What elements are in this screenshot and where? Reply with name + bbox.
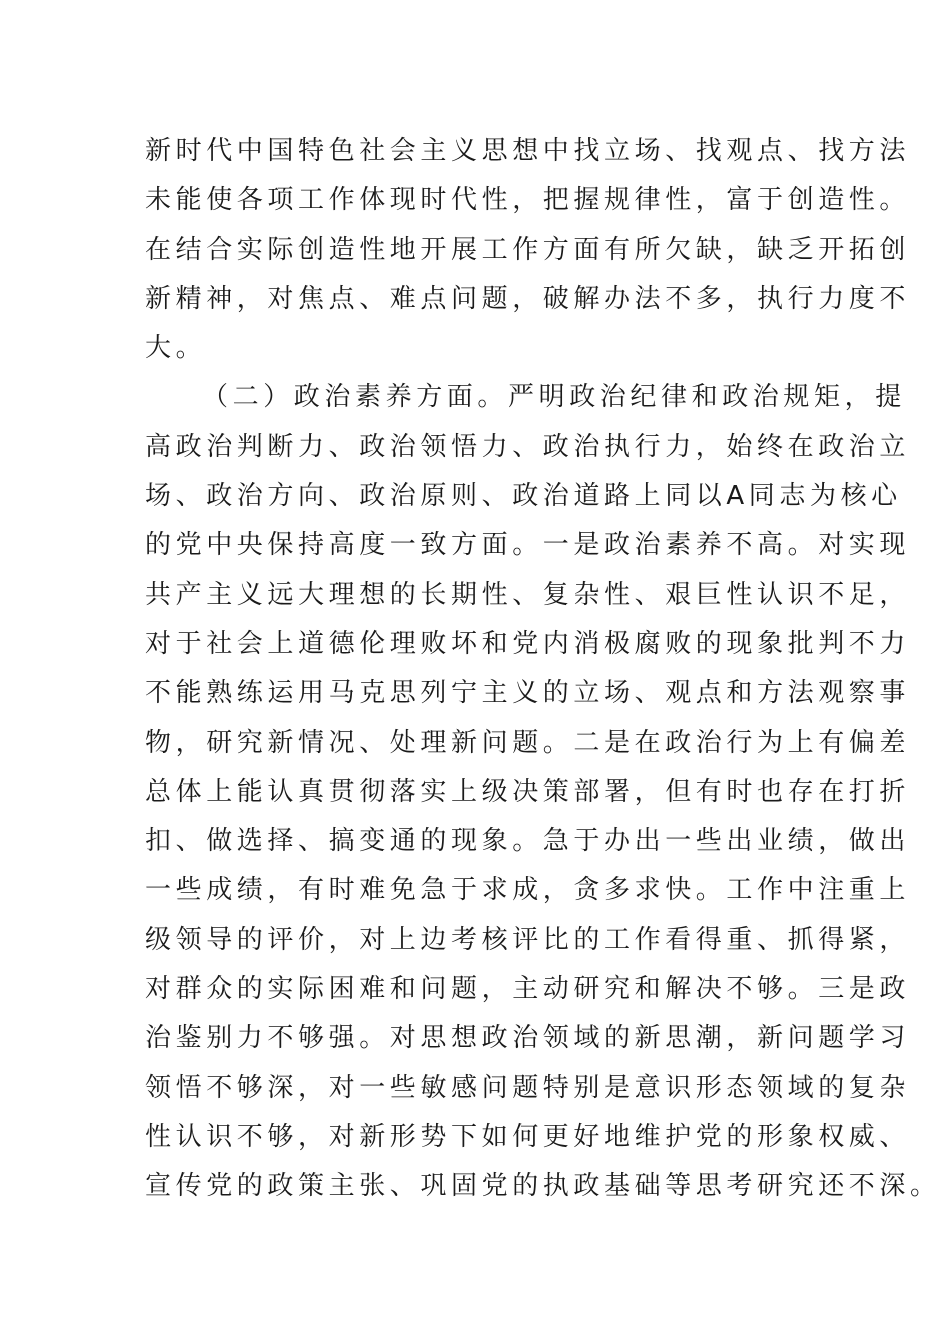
text-line: 新精神，对焦点、难点问题，破解办法不多，执行力度不 [145,283,911,314]
text-line: 新时代中国特色社会主义思想中找立场、找观点、找方法 [145,136,911,166]
text-line: 扣、做选择、搞变通的现象。急于办出一些出业绩，做出 [145,826,911,857]
text-line: 场、政治方向、政治原则、政治道路上同以A同志为核心 [145,481,902,512]
text-line: 的党中央保持高度一致方面。一是政治素养不高。对实现 [145,530,911,561]
text-line: 对于社会上道德伦理败坏和党内消极腐败的现象批判不力 [145,628,911,659]
text-line: 领悟不够深，对一些敏感问题特别是意识形态领域的复杂 [145,1072,911,1103]
text-line: 不能熟练运用马克思列宁主义的立场、观点和方法观察事 [145,678,911,709]
text-line: 级领导的评价，对上边考核评比的工作看得重、抓得紧， [145,924,911,955]
text-line: 大。 [145,333,207,364]
text-line: 一些成绩，有时难免急于求成，贪多求快。工作中注重上 [145,875,911,906]
text-line: 对群众的实际困难和问题，主动研究和解决不够。三是政 [145,974,911,1005]
text-line: 宣传党的政策主张、巩固党的执政基础等思考研究还不深。 [145,1171,941,1202]
text-line: 高政治判断力、政治领悟力、政治执行力，始终在政治立 [145,431,911,462]
text-line: 治鉴别力不够强。对思想政治领域的新思潮，新问题学习 [145,1023,911,1054]
paragraph-start-line: （二）政治素养方面。严明政治纪律和政治规矩，提 [202,382,906,413]
text-line: 未能使各项工作体现时代性，把握规律性，富于创造性。 [145,185,911,216]
text-line: 在结合实际创造性地开展工作方面有所欠缺，缺乏开拓创 [145,234,911,265]
body-text [145,127,941,1212]
text-line: 总体上能认真贯彻落实上级决策部署，但有时也存在打折 [145,776,911,807]
text-line: 性认识不够，对新形势下如何更好地维护党的形象权威、 [145,1121,911,1152]
text-line: 共产主义远大理想的长期性、复杂性、艰巨性认识不足， [145,579,911,610]
text-line: 物，研究新情况、处理新问题。二是在政治行为上有偏差 [145,727,911,758]
